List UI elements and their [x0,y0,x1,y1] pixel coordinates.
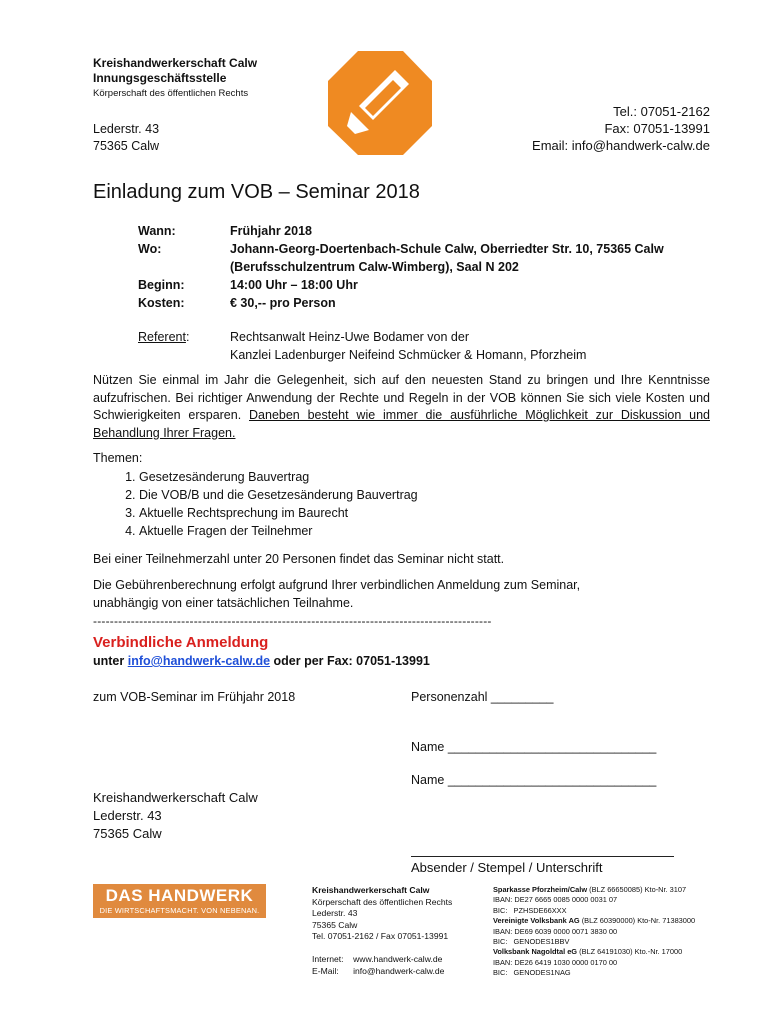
contact-tel: Tel.: 07051-2162 [613,104,710,119]
detail-kosten [138,294,718,312]
sender-city: 75365 Calw [93,139,160,153]
footer-city: 75365 Calw [312,919,358,930]
name-field-1[interactable]: Name ______________________________ [411,740,657,754]
org-subtitle: Innungsgeschäftsstelle [93,71,227,85]
detail-wo [138,240,718,276]
list-item: 4. Aktuelle Fragen der Teilnehmer [139,522,418,540]
themen-label: Themen: [93,451,143,465]
registration-contact [93,651,430,671]
footer-org-info [312,885,452,977]
contact-block [532,103,710,154]
referent-label: Referent [138,330,186,344]
registration-section [93,634,430,671]
recipient-line2: Lederstr. 43 [93,808,162,823]
bank2-iban: IBAN: DE69 6039 0000 0071 3830 00 [493,926,618,936]
badge-title: DAS HANDWERK [105,886,254,905]
detail-referent [138,328,718,364]
detail-label [138,328,230,364]
intro-paragraph [93,372,710,442]
form-seminar-label: zum VOB-Seminar im Frühjahr 2018 [93,690,296,704]
venue-line2: (Berufsschulzentrum Calw-Wimberg), Saal N 202 [230,260,519,274]
sender-address [93,121,159,155]
das-handwerk-badge [93,884,266,918]
bank3-iban: IBAN: DE26 6419 1030 0000 0170 00 [493,957,618,967]
letterhead [93,56,257,100]
registration-email-link[interactable]: info@handwerk-calw.de [127,654,271,668]
footer-bank-info [493,885,695,979]
detail-value: Frühjahr 2018 [230,224,312,238]
sender-street: Lederstr. 43 [93,122,160,136]
bank2-bic: BIC: GENODES1BBV [493,937,570,947]
detail-wann [138,222,718,240]
bank3-name: Volksbank Nagoldtal eG [493,947,578,957]
bank1-extra: (BLZ 66650085) Kto-Nr. 3107 [587,885,687,894]
list-item: 3. Aktuelle Rechtsprechung im Baurecht [139,504,418,522]
seminar-details [138,222,718,364]
detail-value: € 30,-- pro Person [230,296,336,310]
footer-internet: Internet: www.handwerk-calw.de [312,953,443,964]
footer-street: Lederstr. 43 [312,908,358,919]
detail-label: Kosten: [138,296,185,310]
org-legal-form: Körperschaft des öffentlichen Rechts [93,88,249,99]
bank1-iban: IBAN: DE27 6665 0085 0000 0031 07 [493,895,618,905]
bank1-bic: BIC: PZHSDE66XXX [493,905,567,915]
contact-fax: Fax: 07051-13991 [604,121,710,136]
themen-section [93,450,418,540]
footer-telfax: Tel. 07051-2162 / Fax 07051-13991 [312,931,449,942]
notice-fees-line2: unabhängig von einer tatsächlichen Teilnahme. [93,595,354,610]
contact-email: Email: info@handwerk-calw.de [532,138,710,153]
notice-minimum-participants: Bei einer Teilnehmerzahl unter 20 Personen findet das Seminar nicht statt. [93,552,505,566]
detail-beginn [138,276,718,294]
detail-label: Wo: [138,242,162,256]
footer-email: E-Mail: info@handwerk-calw.de [312,965,445,976]
separator-line: ----------------------------------------------------------------------------------------------- [93,614,492,628]
registration-heading: Verbindliche Anmeldung [93,634,269,651]
footer-org: Kreishandwerkerschaft Calw [312,885,430,895]
recipient-address [93,789,258,843]
logo-octagon-icon [325,48,435,158]
bank2-extra: (BLZ 60390000) Kto-Nr. 71383000 [579,916,696,926]
notice-fees-line1: Die Gebührenberechnung erfolgt aufgrund Ihrer verbindlichen Anmeldung zum Seminar, [93,578,581,592]
notice-fees [93,577,580,612]
badge-subtitle: DIE WIRTSCHAFTSMACHT. VON NEBENAN. [99,906,260,915]
registration-unter: unter [93,654,128,668]
detail-label: Wann: [138,224,176,238]
page-title: Einladung zum VOB – Seminar 2018 [93,181,420,203]
referent-line2: Kanzlei Ladenburger Neifeind Schmücker & Homann, Pforzheim [230,348,587,362]
venue-line1: Johann-Georg-Doertenbach-Schule Calw, Oberriedter Str. 10, 75365 Calw [230,242,664,256]
intro-text: Nützen Sie einmal im Jahr die Gelegenheit, sich auf den neuesten Stand zu bringen und Ihre Kenntnisse aufzufrischen. Bei richtiger Anwendung der Rechte und Regeln in der VOB können Sie sich viele Kosten und Schwierigkeiten ersparen. [93,373,710,422]
recipient-line1: Kreishandwerkerschaft Calw [93,790,258,805]
bank2-name: Vereinigte Volksbank AG [493,916,580,926]
bank3-bic: BIC: GENODES1NAG [493,968,571,978]
logo [325,48,435,158]
detail-value [230,328,586,364]
detail-value [230,240,664,276]
recipient-line3: 75365 Calw [93,826,162,841]
list-item: 1. Gesetzesänderung Bauvertrag [139,468,418,486]
referent-colon: : [185,330,190,344]
bank1-name: Sparkasse Pforzheim/Calw [493,885,588,894]
themen-list [93,468,418,540]
intro-underlined-text: Daneben besteht wie immer die ausführliche Möglichkeit zur Diskussion und Behandlung Ihrer Fragen. [93,408,710,440]
org-name: Kreishandwerkerschaft Calw [93,56,258,70]
personenzahl-field[interactable]: Personenzahl _________ [411,690,554,704]
signature-line[interactable] [411,856,674,857]
detail-value: 14:00 Uhr – 18:00 Uhr [230,278,358,292]
name-field-2[interactable]: Name ______________________________ [411,773,657,787]
footer-org-sub: Körperschaft des öffentlichen Rechts [312,896,453,907]
detail-label: Beginn: [138,278,185,292]
bank3-extra: (BLZ 64191030) Kto.-Nr. 17000 [577,947,683,957]
referent-line1: Rechtsanwalt Heinz-Uwe Bodamer von der [230,330,469,344]
list-item: 2. Die VOB/B und die Gesetzesänderung Bauvertrag [139,486,418,504]
signature-label: Absender / Stempel / Unterschrift [411,860,603,875]
registration-fax: oder per Fax: 07051-13991 [270,654,430,668]
